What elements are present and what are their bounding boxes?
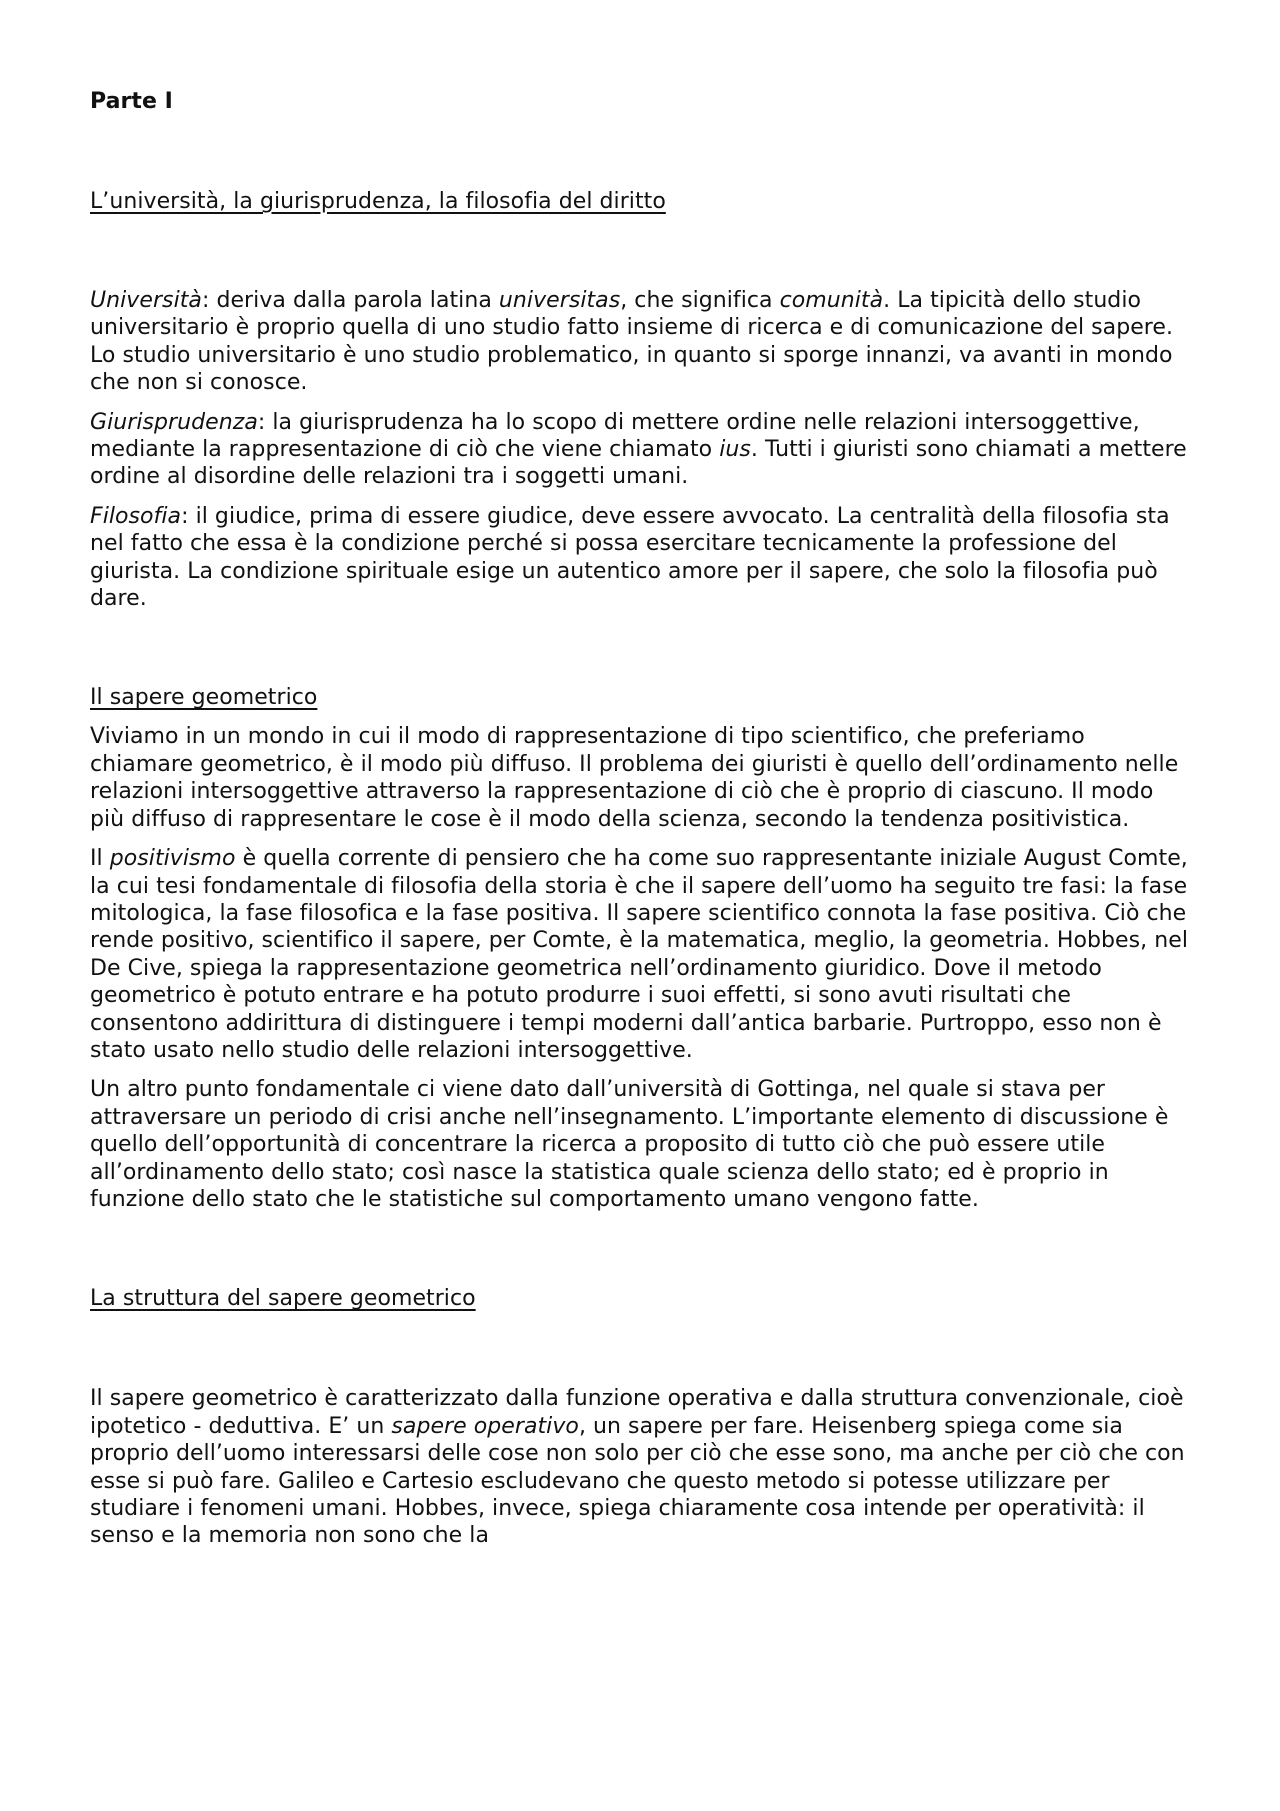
section-heading-universita: L’università, la giurisprudenza, la filosofia del diritto (90, 189, 666, 214)
part-title: Parte I (90, 89, 173, 114)
term-giurisprudenza: Giurisprudenza (90, 409, 258, 435)
term-positivismo: positivismo (109, 846, 236, 872)
paragraph-filosofia: Filosofia: il giudice, prima di essere giudice, deve essere avvocato. La centralità della filosofia sta nel fatto che essa è la condizione perché si possa esercitare tecnicamente la professione del giurista. La condizione spirituale esige un autentico amore per il sapere, che solo la filosofia può dare. (90, 503, 1170, 612)
term-universita: Università (90, 288, 202, 313)
paragraph-positivismo: Il positivismo è quella corrente di pensiero che ha come suo rappresentante iniziale August Comte, la cui tesi fondamentale di filosofia della storia è che il sapere dell’uomo ha seguito tre fasi: la fase mitologica, la fase filosofica e la fase positiva. Il sapere scientifico connota la fase positiva. Ciò che rende positivo, scientifico il sapere, per Comte, è la matematica, meglio, la geometria. Hobbes, nel De Cive, spiega la rappresentazione geometrica nell’ordinamento giuridico. Dove il metodo geometrico è potuto entrare e ha potuto produrre i suoi effetti, si sono avuti risultati che consentono addirittura di distinguere i tempi moderni dall’antica barbarie. Purtroppo, esso non è stato usato nello studio delle relazioni intersoggettive. (90, 846, 1188, 1063)
paragraph-gottinga: Un altro punto fondamentale ci viene dato dall’università di Gottinga, nel quale si stava per attraversare un periodo di crisi anche nell’insegnamento. L’importante elemento di discussione è quello dell’opportunità di concentrare la ricerca a proposito di tutto ciò che può essere utile all’ordinamento dello stato; così nasce la statistica quale scienza dello stato; ed è proprio in funzione dello stato che le statistiche sul comportamento umano vengono fatte. (90, 1077, 1169, 1212)
paragraph-mondo-scientifico: Viviamo in un mondo in cui il modo di rappresentazione di tipo scientifico, che preferiamo chiamare geometrico, è il modo più diffuso. Il problema dei giuristi è quello dell’ordinamento nelle relazioni intersoggettive attraverso la rappresentazione di ciò che è proprio di ciascuno. Il modo più diffuso di rappresentare le cose è il modo della scienza, secondo la tendenza positivistica. (90, 724, 1179, 832)
term-filosofia: Filosofia (90, 503, 182, 529)
paragraph-universita: Università: deriva dalla parola latina universitas, che significa comunità. La tipicità dello studio universitario è proprio quella di uno studio fatto insieme di ricerca e di comunicazione del sapere. Lo studio universitario è uno studio problematico, in quanto si sporge innanzi, va avanti in mondo che non si conosce. (90, 288, 1174, 396)
paragraph-giurisprudenza: Giurisprudenza: la giurisprudenza ha lo scopo di mettere ordine nelle relazioni intersoggettive, mediante la rappresentazione di ciò che viene chiamato ius. Tutti i giuristi sono chiamati a mettere ordine al disordine delle relazioni tra i soggetti umani. (90, 409, 1187, 490)
paragraph-sapere-operativo: Il sapere geometrico è caratterizzato dalla funzione operativa e dalla struttura convenzionale, cioè ipotetico - deduttiva. E’ un sapere operativo, un sapere per fare. Heisenberg spiega come sia proprio dell’uomo interessarsi delle cose non solo per ciò che esse sono, ma anche per ciò che con esse si può fare. Galileo e Cartesio escludevano che questo metodo si potesse utilizzare per studiare i fenomeni umani. Hobbes, invece, spiega chiaramente cosa intende per operatività: il senso e la memoria non sono che la (90, 1386, 1185, 1549)
term-sapere-operativo: sapere operativo (391, 1413, 579, 1439)
section-heading-sapere-geometrico: Il sapere geometrico (90, 685, 318, 711)
section-heading-struttura: La struttura del sapere geometrico (90, 1286, 476, 1312)
document-body (90, 88, 1194, 1550)
